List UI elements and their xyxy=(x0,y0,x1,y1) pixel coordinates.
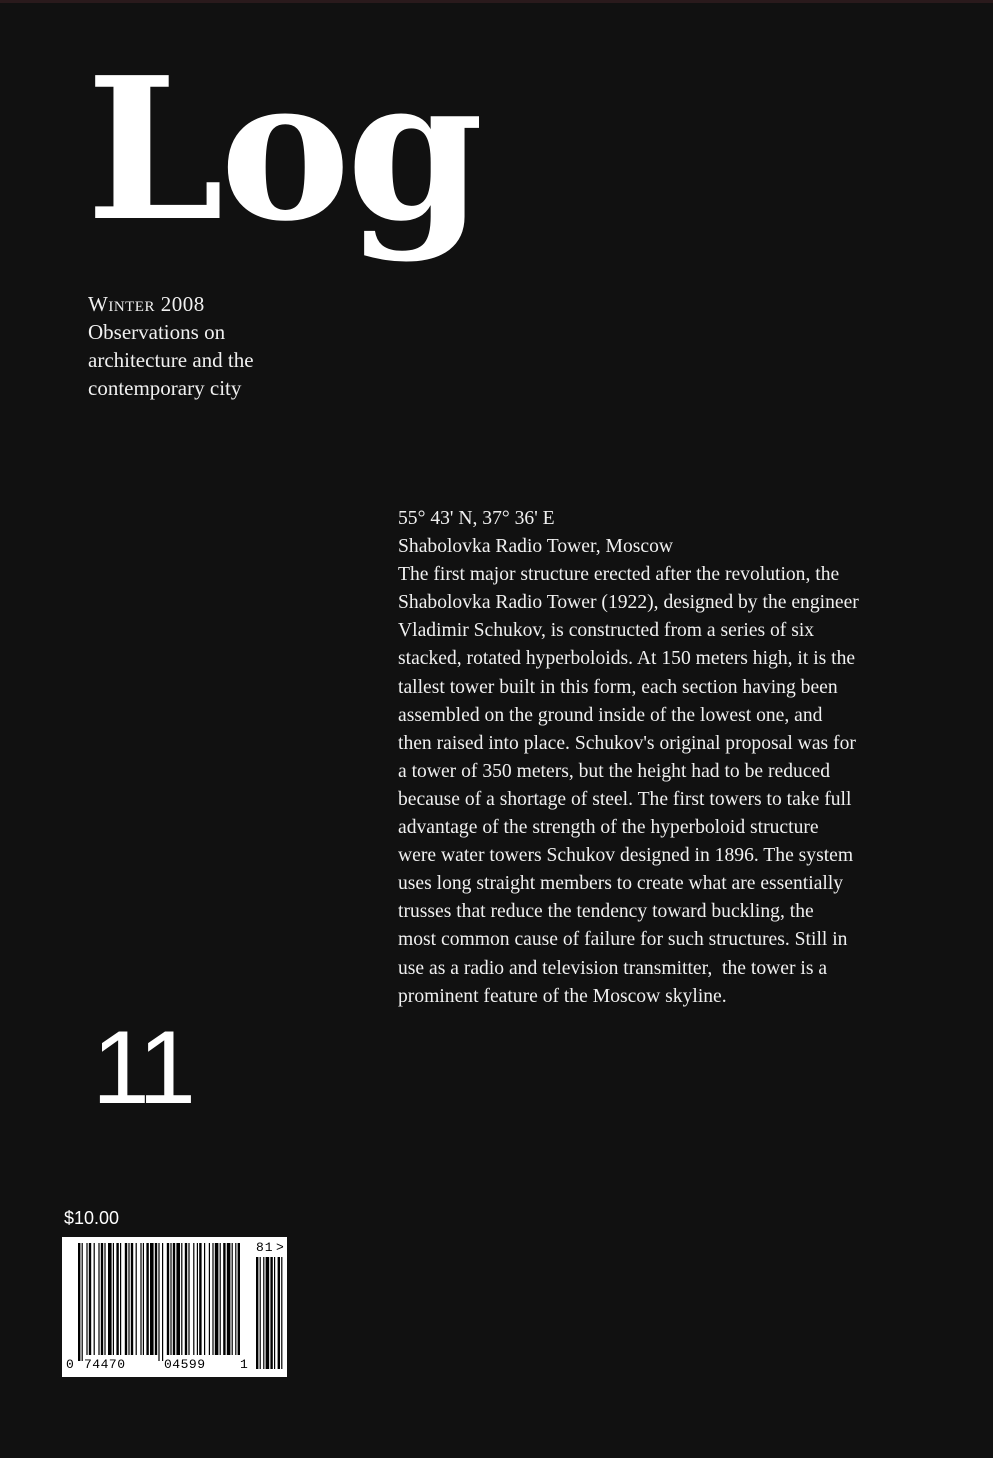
barcode-bar xyxy=(176,1243,180,1355)
barcode-bar xyxy=(199,1243,201,1355)
barcode-bar xyxy=(238,1243,240,1355)
barcode-bar xyxy=(113,1243,114,1355)
barcode-bar xyxy=(136,1243,137,1355)
barcode-bar xyxy=(220,1243,221,1355)
barcode-bar xyxy=(188,1243,189,1355)
barcode-bar xyxy=(86,1243,87,1355)
article-body xyxy=(398,561,928,1011)
article-line: because of a shortage of steel. The first towers to take full xyxy=(398,788,852,810)
barcode-bar xyxy=(212,1243,213,1355)
price-label: $10.00 xyxy=(64,1208,120,1228)
barcode-bar xyxy=(125,1243,127,1355)
barcode-left-digit: 0 xyxy=(66,1357,74,1372)
barcode-addon-digits: 81 xyxy=(256,1240,274,1255)
article-line: uses long straight members to create what are essentially xyxy=(398,873,844,895)
barcode-addon-bar xyxy=(266,1257,270,1369)
barcode-addon-bar xyxy=(256,1257,258,1369)
article-heading: Shabolovka Radio Tower, Moscow xyxy=(398,536,674,558)
barcode-bar xyxy=(131,1243,133,1355)
barcode-bar xyxy=(146,1243,148,1355)
barcode-bar xyxy=(104,1243,105,1355)
barcode-bar xyxy=(209,1243,210,1355)
article-line: were water towers Schukov designed in 1896. The system xyxy=(398,845,854,867)
barcode-bar xyxy=(158,1243,159,1361)
barcode-addon-bar xyxy=(274,1257,275,1369)
barcode-bar xyxy=(120,1243,121,1355)
barcode-bar xyxy=(143,1243,144,1355)
barcode-bar xyxy=(170,1243,171,1355)
masthead-subtitle xyxy=(88,290,328,402)
barcode-bar xyxy=(82,1243,83,1361)
article-line: Vladimir Schukov, is constructed from a series of six xyxy=(398,620,815,642)
barcode-addon-bar xyxy=(278,1257,280,1369)
barcode-bar xyxy=(89,1243,91,1355)
barcode-group-1: 74470 xyxy=(84,1357,126,1372)
barcode-addon-marker: > xyxy=(276,1240,284,1255)
barcode-bar xyxy=(181,1243,182,1355)
article-line: stacked, rotated hyperboloids. At 150 meters high, it is the xyxy=(398,648,856,670)
article-line: assembled on the ground inside of the lowest one, and xyxy=(398,704,823,726)
barcode-bar xyxy=(162,1243,163,1361)
barcode-bar xyxy=(215,1243,219,1355)
barcode-bar xyxy=(94,1243,95,1355)
barcode-addon-bar xyxy=(260,1257,261,1369)
barcode-addon-bar xyxy=(263,1257,264,1369)
barcode-bar xyxy=(116,1243,118,1355)
article-line: advantage of the strength of the hyperboloid structure xyxy=(398,817,819,839)
article-line: trusses that reduce the tendency toward buckling, the xyxy=(398,901,814,923)
barcode-bar xyxy=(173,1243,175,1355)
barcode-bar xyxy=(204,1243,205,1355)
barcode-bar xyxy=(227,1243,231,1355)
article-line: tallest tower built in this form, each section having been xyxy=(398,676,838,698)
barcode-bar xyxy=(101,1243,103,1355)
barcode-bar xyxy=(193,1243,194,1355)
barcode-addon-bar xyxy=(281,1257,282,1369)
article-line: The first major structure erected after the revolution, the xyxy=(398,564,840,586)
article-line: a tower of 350 meters, but the height had to be reduced xyxy=(398,760,831,782)
barcode-right-digit: 1 xyxy=(240,1357,248,1372)
barcode-bar xyxy=(98,1243,99,1355)
barcode-bar xyxy=(223,1243,225,1355)
barcode-bar xyxy=(185,1243,187,1355)
issue-number: 11 xyxy=(92,1010,192,1126)
top-edge-strip xyxy=(0,0,993,3)
article-coordinates: 55° 43' N, 37° 36' E xyxy=(398,508,555,529)
barcode xyxy=(62,1237,287,1377)
barcode-bar xyxy=(108,1243,112,1355)
barcode-bar xyxy=(167,1243,169,1355)
barcode-group-2: 04599 xyxy=(164,1357,206,1372)
barcode-bar xyxy=(197,1243,198,1355)
barcode-bar xyxy=(78,1243,80,1361)
article-line: then raised into place. Schukov's original proposal was for xyxy=(398,732,856,754)
barcode-bar xyxy=(140,1243,141,1355)
barcode-addon-bar xyxy=(270,1257,272,1369)
issue-season: Winter 2008 xyxy=(88,292,205,316)
barcode-bar xyxy=(155,1243,157,1355)
barcode-bar xyxy=(150,1243,154,1355)
cover-article xyxy=(398,505,928,1011)
magazine-tagline: Observations on architecture and the contemporary city xyxy=(88,320,254,400)
barcode-bars xyxy=(62,1237,287,1377)
article-line: most common cause of failure for such structures. Still in xyxy=(398,929,848,951)
article-line: Shabolovka Radio Tower (1922), designed by the engineer xyxy=(398,592,859,614)
barcode-bar xyxy=(128,1243,129,1355)
barcode-bar xyxy=(232,1243,233,1355)
article-line: use as a radio and television transmitter, the tower is a xyxy=(398,957,828,979)
barcode-bar xyxy=(235,1243,236,1355)
masthead-logo: Log xyxy=(86,35,480,265)
article-line: prominent feature of the Moscow skyline. xyxy=(398,985,727,1007)
